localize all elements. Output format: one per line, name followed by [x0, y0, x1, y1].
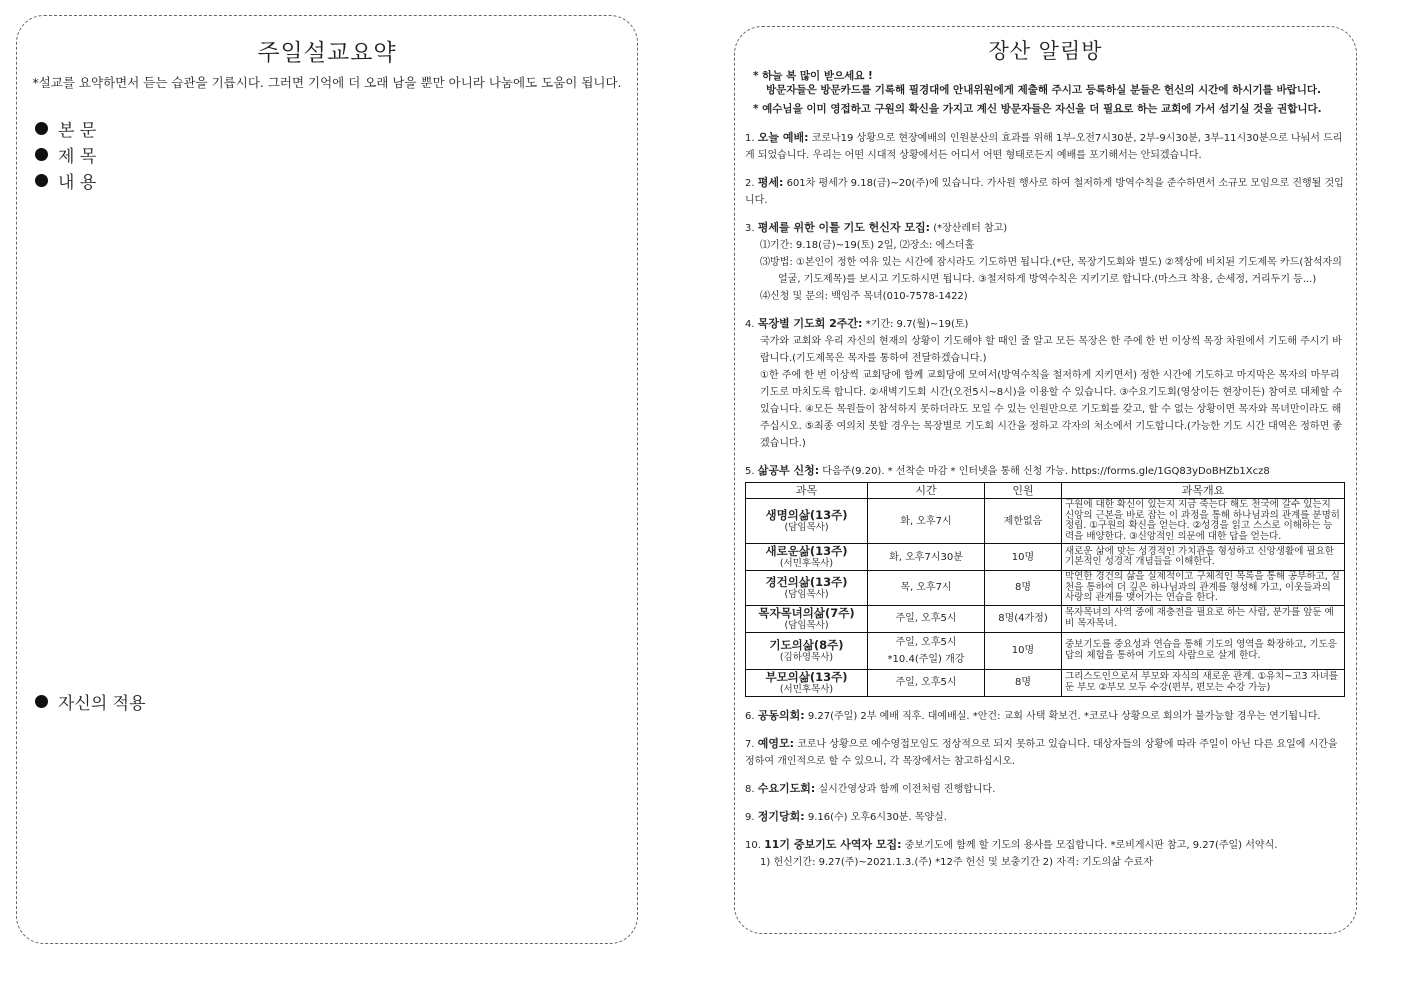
sermon-summary-panel [16, 15, 638, 944]
announcement-item: 8. 수요기도회: 실시간영상과 함께 이전처럼 진행합니다. [745, 781, 996, 795]
sub-line: ⑴기간: 9.18(금)~19(토) 2일, ⑵장소: 에스더홀 [760, 240, 975, 251]
sermon-summary-note: *설교를 요약하면서 듣는 습관을 기릅시다. 그러면 기억에 더 오래 남을 뿐만 아니라 나눔에도 도움이 됩니다. [32, 75, 622, 90]
notice-line: * 하늘 복 많이 받으세요 ! [753, 70, 873, 82]
announcement-item: 5. 삶공부 신청: 다음주(9.20). * 선착순 마감 * 인터넷을 통해 신청 가능. https://forms.gle/1GQ83yDoBHZb1Xcz8 [745, 464, 1270, 477]
table-row: 새로운삶(13주) (서민후목사) 화, 오후7시30분 10명 새로운 삶에 맞는 성경적인 가치관을 형성하고 신앙생활에 필요한 기본적인 성경적 개념들을 이해한다. [746, 544, 1345, 571]
column-header: 시간 [868, 483, 985, 499]
notice-line: 방문자들은 방문카드를 기록해 필경대에 안내위원에게 제출해 주시고 등록하실 분들은 헌신의 시간에 하시기를 바랍니다. [766, 84, 1322, 96]
announcement-item: 2. 평세: 601차 평세가 9.18(금)~20(주)에 있습니다. 가사원 행사로 하여 철저하게 방역수칙을 준수하면서 소규모 모임으로 진행될 것입니다. [745, 176, 1344, 206]
bullet-dot-icon [35, 122, 48, 135]
bullet-dot-icon [35, 695, 48, 708]
table-row: 경건의삶(13주) (담임목사) 목, 오후7시 8명 막연한 경건의 삶을 실제적이고 구체적인 목록을 통해 공부하고, 실천을 통하여 더 깊은 하나님과의 관계를 형성해 가고, 이웃들과의 사랑의 관계를 맺어가는 연습을 한다. [746, 571, 1345, 606]
table-row: 생명의삶(13주) (담임목사) 화, 오후7시 제한없음 구원에 대한 확신이 있는지 지금 죽는다 해도 천국에 갈수 있는지 신앙의 근본을 바로 잡는 이 과정을 통해 하나님과의 관계를 분명히 정립. ①구원의 확신을 얻는다. ②성경을 읽고 스스로 이해하는 능력을 배양한다. ③신앙적인 의문에 대한 답을 얻는다. [746, 499, 1345, 544]
bullet-label: 내 용 [58, 173, 97, 193]
bullet-dot-icon [35, 174, 48, 187]
announcement-panel [734, 26, 1357, 934]
announcement-item: 10. 11기 중보기도 사역자 모집: 중보기도에 함께 할 기도의 용사를 모집합니다. *로비게시판 참고, 9.27(주일) 서약식. 1) 헌신기간: 9.27(주)~2021.1.3.(주) *12주 헌신 및 보충기간 2) 자격: 기도의삶 수료자 [745, 836, 1345, 871]
sermon-summary-title: 주일설교요약 [257, 40, 397, 66]
announcement-item: 7. 예영모: 코로나 상황으로 예수영접모임도 정상적으로 되지 못하고 있습니다. 대상자들의 상황에 따라 주일이 아닌 다른 요일에 시간을 정하여 개인적으로 할 수 있으니, 각 목장에서는 참고하십시오. [745, 736, 1338, 767]
notice-line: * 예수님을 이미 영접하고 구원의 확신을 가지고 계신 방문자들은 자신을 더 필요로 하는 교회에 가서 섬기실 것을 권합니다. [753, 103, 1322, 115]
course-table [745, 482, 1345, 697]
bullet-title [35, 142, 96, 167]
announcement-list [745, 129, 1345, 871]
column-header: 인원 [985, 483, 1062, 499]
bullet-dot-icon [35, 148, 48, 161]
bullet-label: 본 문 [58, 121, 97, 141]
bullet-application [35, 689, 146, 714]
table-header-row [746, 483, 1345, 499]
table-row: 기도의삶(8주) (김하영목사) 주일, 오후5시 *10.4(주일) 개강 10명 중보기도를 중요성과 연습을 통해 기도의 영역을 확장하고, 기도응답의 체험을 통하여 기도의 사람으로 살게 한다. [746, 632, 1345, 669]
sub-line: 1) 헌신기간: 9.27(주)~2021.1.3.(주) *12주 헌신 및 보충기간 2) 자격: 기도의삶 수료자 [760, 856, 1153, 868]
bullet-content [35, 168, 96, 193]
bullet-label: 제 목 [58, 147, 97, 167]
sub-line: ⑶방법: ①본인이 정한 여유 있는 시간에 잠시라도 기도하면 됩니다.(*단, 목장기도회와 별도) ②책상에 비치된 기도제목 카드(참석자의 얼굴, 기도제목)를 보시고 기도하시면 됩니다. ③철저하게 방역수칙은 지키기로 합니다.(마스크 착용, 손세정, 거리두기 등...) [760, 257, 1342, 285]
announcement-item: 9. 정기당회: 9.16(수) 오후6시30분. 목양실. [745, 809, 947, 823]
column-header: 과목 [746, 483, 868, 499]
announcement-item: 4. 목장별 기도회 2주간: *기간: 9.7(월)~19(토) 국가와 교회와 우리 자신의 현재의 상황이 기도해야 할 때인 줄 알고 모든 목장은 한 주에 한 번 이상씩 목장 차원에서 기도해 주시기 바랍니다.(기도제목은 목자를 통하여 전달하겠습니다.) ①한 주에 한 번 이상씩 교회당에 함께 교회당에 모여서(방역수칙을 철저하게 지키면서) 정한 시간에 기도하고 마지막은 목자의 마무리 기도로 마치도록 합니다. ②새벽기도회 시간(오전5시~8시)을 이용할 수 있습니다. ③수요기도회(영상이든 현장이든) 참여로 대체할 수 있습니다. ④모든 목원들이 참석하지 못하더라도 모일 수 있는 인원만으로 기도회를 갖고, 할 수 없는 상황이면 목자와 목녀만이라도 해주십시오. ⑤최종 여의치 못할 경우는 목장별로 기도회 시간을 정하고 각자의 처소에서 기도합니다.(가능한 기도 시간 대역은 정하면 좋겠습니다.) [745, 315, 1345, 452]
sub-paragraph: 국가와 교회와 우리 자신의 현재의 상황이 기도해야 할 때인 줄 알고 모든 목장은 한 주에 한 번 이상씩 목장 차원에서 기도해 주시기 바랍니다.(기도제목은 목자를 통하여 전달하겠습니다.) [760, 336, 1342, 364]
announcement-item: 3. 평세를 위한 이틀 기도 헌신자 모집: (*장산레터 참고) ⑴기간: 9.18(금)~19(토) 2일, ⑵장소: 에스더홀 ⑶방법: ①본인이 정한 여유 있는 시간에 잠시라도 기도하면 됩니다.(*단, 목장기도회와 별도) ②책상에 비치된 기도제목 카드(참석자의 얼굴, 기도제목)를 보시고 기도하시면 됩니다. ③철저하게 방역수칙은 지키기로 합니다.(마스크 착용, 손세정, 거리두기 등...) ⑷신청 및 문의: 백임주 목녀(010-7578-1422) [745, 219, 1345, 305]
announcement-title: 장산 알림방 [988, 39, 1103, 63]
table-row: 목자목녀의삶(7주) (담임목사) 주일, 오후5시 8명(4가정) 목자목녀의 사역 중에 재충전을 필요로 하는 사람, 분가를 앞둔 예비 목자목녀. [746, 605, 1345, 632]
bullet-scripture [35, 116, 96, 141]
bullet-label: 자신의 적용 [58, 694, 146, 714]
announcement-item: 6. 공동의회: 9.27(주일) 2부 예배 직후. 대예배실. *안건: 교회 사택 확보건. *코로나 상황으로 회의가 불가능할 경우는 연기됩니다. [745, 708, 1321, 722]
sub-line: ⑷신청 및 문의: 백임주 목녀(010-7578-1422) [760, 291, 968, 302]
sub-paragraph: ①한 주에 한 번 이상씩 교회당에 함께 교회당에 모여서(방역수칙을 철저하게 지키면서) 정한 시간에 기도하고 마지막은 목자의 마무리 기도로 마치도록 합니다. ②새벽기도회 시간(오전5시~8시)을 이용할 수 있습니다. ③수요기도회(영상이든 현장이든) 참여로 대체할 수 있습니다. ④모든 목원들이 참석하지 못하더라도 모일 수 있는 인원만으로 기도회를 갖고, 할 수 없는 상황이면 목자와 목녀만이라도 해주십시오. ⑤최종 여의치 못할 경우는 목장별로 기도회 시간을 정하고 각자의 처소에서 기도합니다.(가능한 기도 시간 대역은 정하면 좋겠습니다.) [760, 370, 1343, 449]
column-header: 과목개요 [1062, 483, 1345, 499]
visitor-notice [753, 69, 1343, 116]
table-row: 부모의삶(13주) (서민후목사) 주일, 오후5시 8명 그리스도인으로서 부모와 자식의 새로운 관계. ①유치~고3 자녀를 둔 부모 ②부모 모두 수강(편부, 편모는 수강 가능) [746, 669, 1345, 696]
announcement-item: 1. 오늘 예배: 코로나19 상황으로 현장예배의 인원분산의 효과를 위해 1부-오전7시30분, 2부-9시30분, 3부-11시30분으로 나눠서 드리게 되었습니다. 우리는 어떤 시대적 상황에서든 어디서 어떤 형태로든지 예배를 포기해서는 안되겠습니다. [745, 131, 1343, 161]
